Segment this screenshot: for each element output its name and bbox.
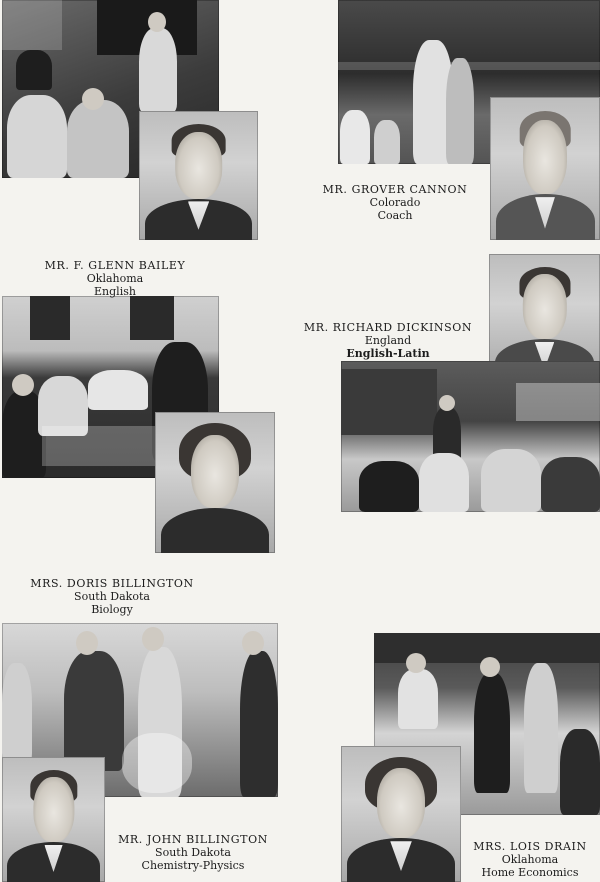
teacher-subject: English xyxy=(94,285,136,298)
teacher-subject: Biology xyxy=(91,603,133,616)
caption-bailey xyxy=(20,259,210,298)
caption-dickinson xyxy=(298,321,478,360)
teacher-subject: Home Economics xyxy=(481,866,579,879)
portrait-lois-drain xyxy=(341,746,461,882)
teacher-name: MRS. LOIS DRAIN xyxy=(473,840,587,853)
teacher-name: MRS. DORIS BILLINGTON xyxy=(30,577,194,590)
teacher-home: Oklahoma xyxy=(501,853,559,866)
english-class-photo xyxy=(341,361,600,512)
teacher-home: South Dakota xyxy=(74,590,150,603)
portrait-cannon xyxy=(490,97,600,240)
teacher-name: MR. F. GLENN BAILEY xyxy=(44,259,186,272)
teacher-name: MR. JOHN BILLINGTON xyxy=(118,833,268,846)
caption-doris-billington xyxy=(22,577,202,616)
teacher-home: Oklahoma xyxy=(86,272,144,285)
teacher-subject: Chemistry-Physics xyxy=(141,859,245,872)
portrait-doris-billington xyxy=(155,412,275,553)
teacher-subject: English-Latin xyxy=(346,347,430,360)
caption-john-billington xyxy=(108,833,278,872)
portrait-bailey xyxy=(139,111,258,240)
teacher-home: Colorado xyxy=(369,196,421,209)
teacher-name: MR. GROVER CANNON xyxy=(322,183,468,196)
teacher-subject: Coach xyxy=(377,209,413,222)
caption-lois-drain xyxy=(462,840,598,879)
teacher-home: England xyxy=(364,334,412,347)
teacher-home: South Dakota xyxy=(155,846,231,859)
caption-cannon xyxy=(305,183,485,222)
teacher-name: MR. RICHARD DICKINSON xyxy=(303,321,473,334)
portrait-john-billington xyxy=(2,757,105,882)
